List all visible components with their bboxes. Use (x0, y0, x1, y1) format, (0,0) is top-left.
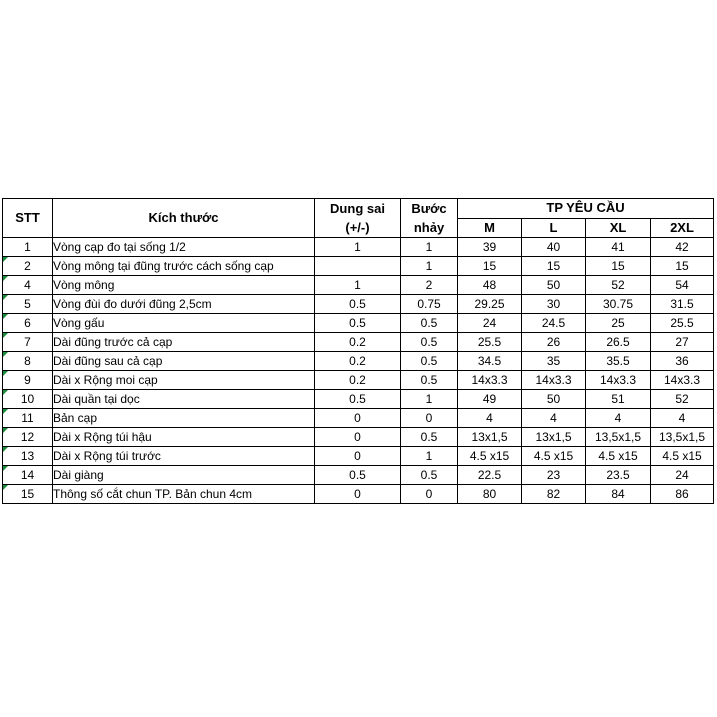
comment-flag-icon (3, 314, 8, 319)
row-size-l: 82 (522, 485, 586, 504)
header-measurement: Kích thước (53, 199, 315, 238)
comment-flag-icon (3, 333, 8, 338)
row-step: 0.75 (401, 295, 458, 314)
table-body (3, 238, 714, 504)
row-size-xl: 13,5x1,5 (586, 428, 651, 447)
row-step: 0 (401, 409, 458, 428)
row-size-xl: 51 (586, 390, 651, 409)
row-size-2xl: 24 (651, 466, 714, 485)
row-size-m: 4 (458, 409, 522, 428)
row-name: Dài x Rộng túi hậu (53, 428, 315, 447)
row-size-l: 14x3.3 (522, 371, 586, 390)
row-stt-text: 2 (24, 259, 31, 273)
comment-flag-icon (3, 371, 8, 376)
comment-flag-icon (3, 428, 8, 433)
row-name: Vòng đùi đo dưới đũng 2,5cm (53, 295, 315, 314)
row-stt-text: 8 (24, 354, 31, 368)
comment-flag-icon (3, 390, 8, 395)
table-row (3, 428, 714, 447)
row-size-xl: 14x3.3 (586, 371, 651, 390)
row-name: Dài đũng trước cả cạp (53, 333, 315, 352)
row-size-2xl: 4 (651, 409, 714, 428)
row-tolerance: 0.2 (315, 333, 401, 352)
row-size-m: 24 (458, 314, 522, 333)
row-size-m: 13x1,5 (458, 428, 522, 447)
comment-flag-icon (3, 295, 8, 300)
row-size-xl: 41 (586, 238, 651, 257)
row-name: Dài x Rộng moi cạp (53, 371, 315, 390)
row-stt-text: 4 (24, 278, 31, 292)
table-row (3, 485, 714, 504)
row-size-xl: 30.75 (586, 295, 651, 314)
row-tolerance: 0.2 (315, 352, 401, 371)
row-size-2xl: 14x3.3 (651, 371, 714, 390)
header-size-m: M (458, 218, 522, 238)
row-size-l: 13x1,5 (522, 428, 586, 447)
row-size-m: 14x3.3 (458, 371, 522, 390)
row-stt-text: 15 (20, 487, 35, 501)
row-size-2xl: 36 (651, 352, 714, 371)
row-tolerance: 1 (315, 276, 401, 295)
row-stt-text: 13 (20, 449, 35, 463)
comment-flag-icon (3, 409, 8, 414)
comment-flag-icon (3, 485, 8, 490)
row-size-l: 30 (522, 295, 586, 314)
table-row (3, 333, 714, 352)
row-name: Dài đũng sau cả cạp (53, 352, 315, 371)
row-size-xl: 35.5 (586, 352, 651, 371)
row-tolerance: 0 (315, 447, 401, 466)
row-stt (3, 447, 53, 466)
row-stt-text: 6 (24, 316, 31, 330)
row-name: Vòng cạp đo tại sống 1/2 (53, 238, 315, 257)
row-size-2xl: 27 (651, 333, 714, 352)
comment-flag-icon (3, 257, 8, 262)
row-tolerance: 0.2 (315, 371, 401, 390)
row-stt (3, 295, 53, 314)
row-size-m: 4.5 x15 (458, 447, 522, 466)
row-step: 0.5 (401, 371, 458, 390)
row-size-l: 4.5 x15 (522, 447, 586, 466)
comment-flag-icon (3, 466, 8, 471)
row-stt (3, 238, 53, 257)
row-step: 0.5 (401, 333, 458, 352)
comment-flag-icon (3, 447, 8, 452)
row-size-l: 50 (522, 276, 586, 295)
row-step: 0.5 (401, 352, 458, 371)
table-row (3, 238, 714, 257)
row-size-l: 26 (522, 333, 586, 352)
row-name: Bản cạp (53, 409, 315, 428)
row-size-m: 22.5 (458, 466, 522, 485)
row-size-l: 40 (522, 238, 586, 257)
row-step: 0.5 (401, 314, 458, 333)
table-row (3, 276, 714, 295)
row-tolerance: 0.5 (315, 314, 401, 333)
row-size-l: 24.5 (522, 314, 586, 333)
row-stt (3, 276, 53, 295)
row-name: Thông số cắt chun TP. Bản chun 4cm (53, 485, 315, 504)
row-step: 0.5 (401, 428, 458, 447)
row-stt (3, 371, 53, 390)
row-tolerance: 1 (315, 238, 401, 257)
row-size-xl: 4 (586, 409, 651, 428)
row-name: Dài quần tại dọc (53, 390, 315, 409)
row-stt-text: 9 (24, 373, 31, 387)
row-stt (3, 333, 53, 352)
row-size-m: 80 (458, 485, 522, 504)
row-stt (3, 390, 53, 409)
row-name: Dài giàng (53, 466, 315, 485)
header-tolerance-line2: (+/-) (315, 218, 401, 238)
row-size-2xl: 54 (651, 276, 714, 295)
row-size-2xl: 15 (651, 257, 714, 276)
table-row (3, 257, 714, 276)
row-stt-text: 11 (21, 411, 34, 425)
row-size-2xl: 13,5x1,5 (651, 428, 714, 447)
table-row (3, 371, 714, 390)
row-size-2xl: 86 (651, 485, 714, 504)
row-tolerance: 0 (315, 485, 401, 504)
row-size-2xl: 31.5 (651, 295, 714, 314)
row-step: 1 (401, 238, 458, 257)
row-size-l: 35 (522, 352, 586, 371)
row-size-l: 50 (522, 390, 586, 409)
row-size-m: 29.25 (458, 295, 522, 314)
header-size-l: L (522, 218, 586, 238)
header-step-line1: Bước (401, 199, 458, 219)
table-row (3, 447, 714, 466)
row-size-xl: 23.5 (586, 466, 651, 485)
row-step: 0 (401, 485, 458, 504)
row-step: 1 (401, 390, 458, 409)
row-stt (3, 428, 53, 447)
row-tolerance: 0.5 (315, 390, 401, 409)
table-row (3, 390, 714, 409)
row-size-2xl: 52 (651, 390, 714, 409)
row-stt-text: 12 (20, 430, 35, 444)
header-stt: STT (3, 199, 53, 238)
row-stt-text: 10 (20, 392, 35, 406)
row-size-2xl: 42 (651, 238, 714, 257)
row-stt (3, 314, 53, 333)
row-stt-text: 7 (24, 335, 31, 349)
comment-flag-icon (3, 276, 8, 281)
header-required-group: TP YÊU CẦU (458, 199, 714, 219)
row-size-m: 15 (458, 257, 522, 276)
table-row (3, 295, 714, 314)
row-size-xl: 15 (586, 257, 651, 276)
row-size-m: 49 (458, 390, 522, 409)
row-step: 1 (401, 447, 458, 466)
row-tolerance (315, 257, 401, 276)
row-size-m: 39 (458, 238, 522, 257)
row-stt (3, 485, 53, 504)
row-name: Dài x Rộng túi trước (53, 447, 315, 466)
table-row (3, 352, 714, 371)
header-tolerance-line1: Dung sai (315, 199, 401, 219)
row-stt-text: 1 (24, 240, 31, 254)
row-size-m: 48 (458, 276, 522, 295)
row-size-xl: 52 (586, 276, 651, 295)
row-size-2xl: 25.5 (651, 314, 714, 333)
row-stt (3, 409, 53, 428)
row-size-xl: 4.5 x15 (586, 447, 651, 466)
row-tolerance: 0 (315, 409, 401, 428)
row-size-xl: 25 (586, 314, 651, 333)
table-row (3, 314, 714, 333)
row-size-m: 25.5 (458, 333, 522, 352)
size-spec-table (2, 198, 714, 504)
row-tolerance: 0 (315, 428, 401, 447)
row-name: Vòng gấu (53, 314, 315, 333)
row-size-m: 34.5 (458, 352, 522, 371)
row-step: 2 (401, 276, 458, 295)
row-tolerance: 0.5 (315, 295, 401, 314)
comment-flag-icon (3, 352, 8, 357)
row-stt-text: 5 (24, 297, 31, 311)
table-row (3, 409, 714, 428)
row-step: 1 (401, 257, 458, 276)
row-size-l: 15 (522, 257, 586, 276)
row-size-l: 4 (522, 409, 586, 428)
table-row (3, 466, 714, 485)
header-size-2xl: 2XL (651, 218, 714, 238)
row-tolerance: 0.5 (315, 466, 401, 485)
row-name: Vòng mông tại đũng trước cách sống cạp (53, 257, 315, 276)
row-size-xl: 84 (586, 485, 651, 504)
row-step: 0.5 (401, 466, 458, 485)
row-size-2xl: 4.5 x15 (651, 447, 714, 466)
header-size-xl: XL (586, 218, 651, 238)
row-stt-text: 14 (20, 468, 35, 482)
row-size-l: 23 (522, 466, 586, 485)
row-stt (3, 352, 53, 371)
row-stt (3, 466, 53, 485)
row-name: Vòng mông (53, 276, 315, 295)
row-stt (3, 257, 53, 276)
row-size-xl: 26.5 (586, 333, 651, 352)
header-step-line2: nhảy (401, 218, 458, 238)
